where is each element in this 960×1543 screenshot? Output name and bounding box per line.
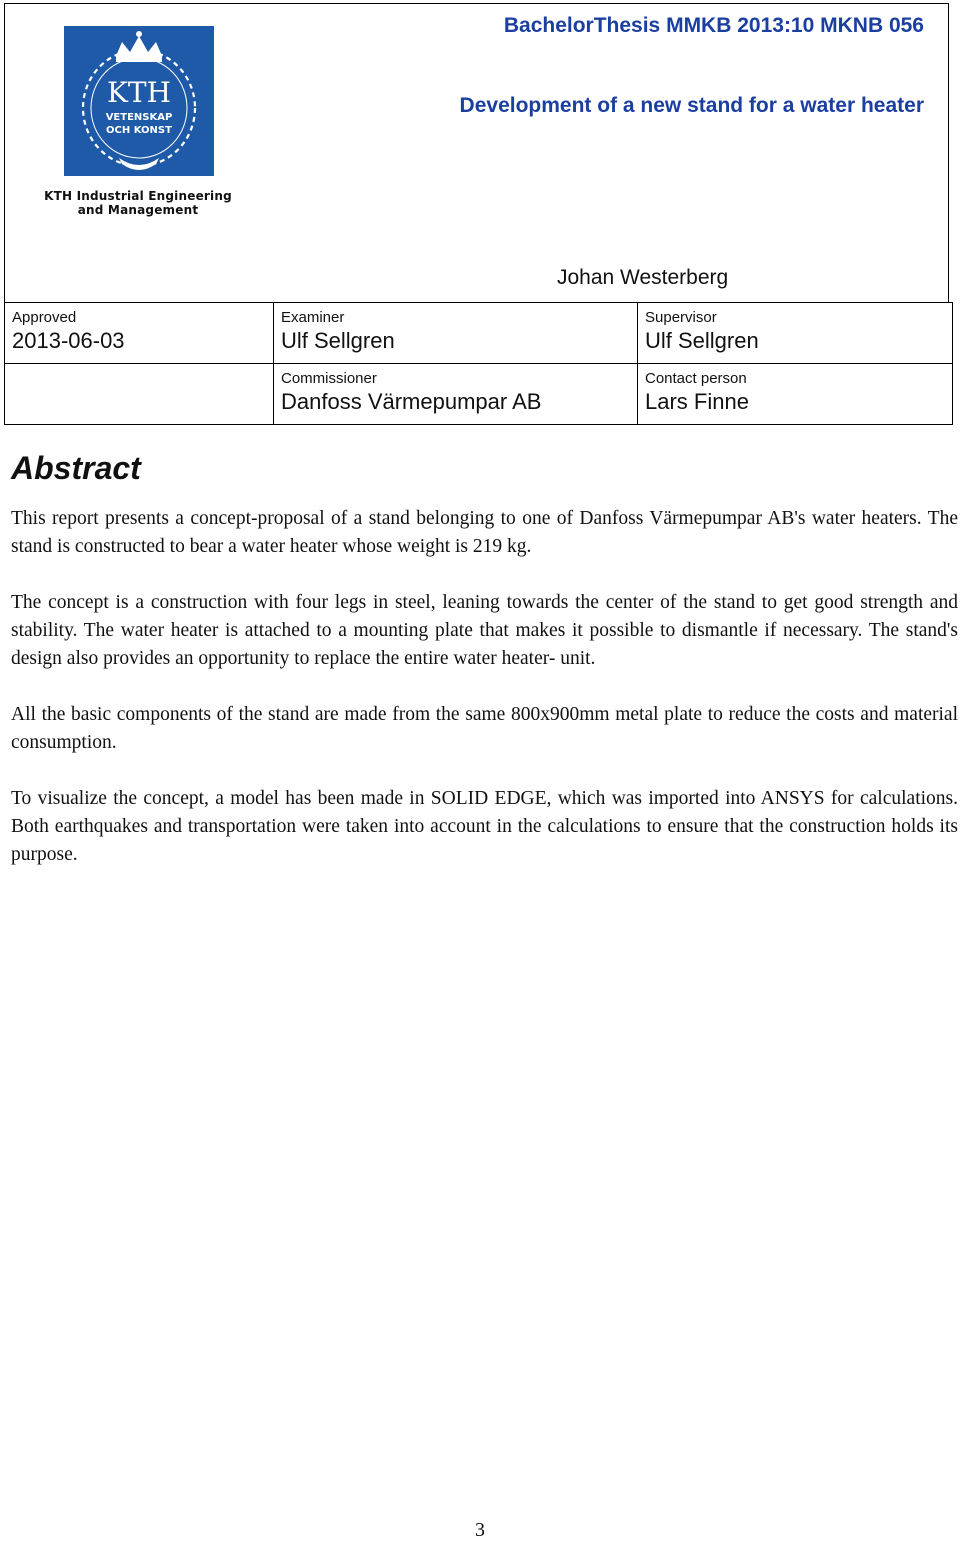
thesis-code: BachelorThesis MMKB 2013:10 MKNB 056	[503, 14, 924, 37]
abstract-body	[11, 505, 958, 897]
abstract-paragraph-1: This report presents a concept-proposal of a stand belonging to one of Danfoss Värmepumpar AB's water heaters. The stand is constructed to bear a water heater whose weight is 219 kg.	[11, 508, 958, 557]
commissioner-label: Commissioner	[281, 370, 377, 387]
contact-value: Lars Finne	[645, 389, 749, 414]
supervisor-label: Supervisor	[645, 309, 717, 326]
logo-main-text: KTH	[106, 76, 172, 109]
examiner-label: Examiner	[281, 309, 345, 326]
empty-cell	[5, 364, 274, 425]
abstract-paragraph-4: To visualize the concept, a model has been made in SOLID EDGE, which was imported into ANSYS for calculations. Both earthquakes and transportation were taken into account in the calculations to ensure that the construction holds its purpose.	[11, 788, 958, 865]
abstract-paragraph-2: The concept is a construction with four legs in steel, leaning towards the center of the stand to get good strength and stability. The water heater is attached to a mounting plate that makes it possible to dismantle if necessary. The stand's design also provides an opportunity to replace the entire water heater- unit.	[11, 592, 958, 669]
logo-sub-text-2: OCH KONST	[106, 125, 172, 136]
abstract-paragraph-3: All the basic components of the stand are made from the same 800x900mm metal plate to reduce the costs and material consumption.	[11, 704, 958, 753]
examiner-cell	[274, 303, 638, 364]
contact-label: Contact person	[645, 370, 747, 387]
contact-cell	[638, 364, 953, 425]
thesis-info-table	[4, 302, 953, 425]
author-name: Johan Westerberg	[557, 266, 729, 289]
thesis-title: Development of a new stand for a water heater	[459, 94, 924, 117]
page-number: 3	[475, 1519, 485, 1541]
supervisor-value: Ulf Sellgren	[645, 328, 759, 353]
kth-crest-logo-icon	[64, 26, 214, 176]
logo-sub-text-1: VETENSKAP	[105, 112, 173, 123]
organization-line-1: KTH Industrial Engineering	[44, 189, 232, 203]
approved-value: 2013-06-03	[12, 328, 125, 353]
organization-line-2: and Management	[77, 203, 199, 217]
approved-label: Approved	[12, 309, 77, 326]
abstract-heading: Abstract	[11, 450, 141, 486]
commissioner-value: Danfoss Värmepumpar AB	[281, 389, 542, 414]
approved-cell	[5, 303, 274, 364]
commissioner-cell	[274, 364, 638, 425]
supervisor-cell	[638, 303, 953, 364]
examiner-value: Ulf Sellgren	[281, 328, 395, 353]
